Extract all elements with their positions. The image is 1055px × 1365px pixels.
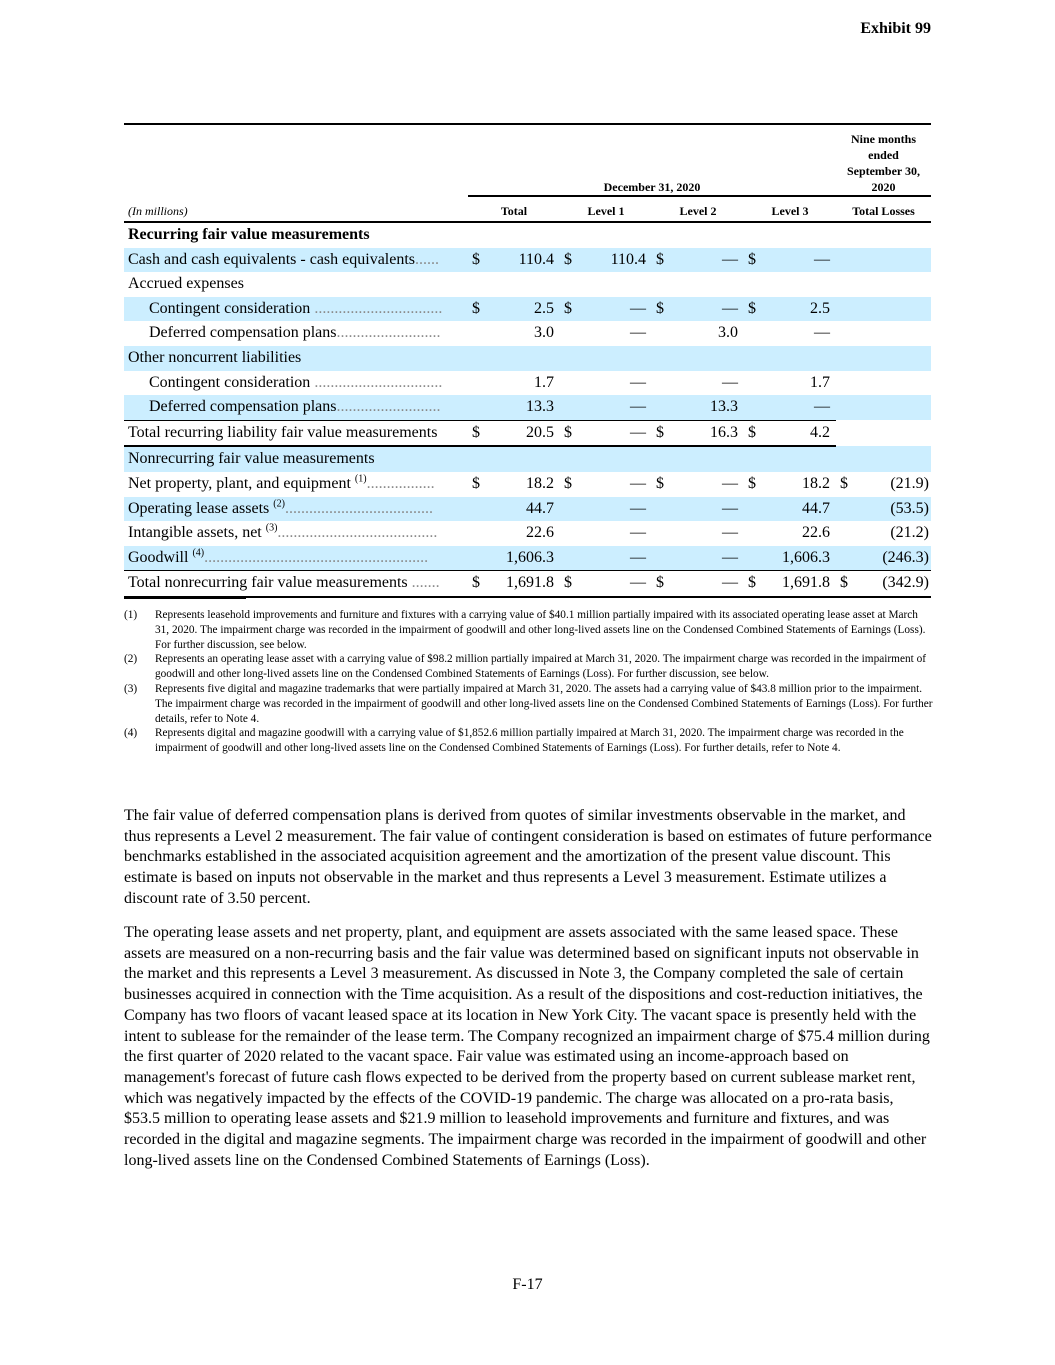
paragraph-operating-lease: The operating lease assets and net property, plant, and equipment are assets associated with the same leased space. These assets are measured on a non-recurring basis and the fair value was determined based on significant inputs not observable in the market and this represents a Level 3 measurement. As discussed in Note 3, the Company completed the sale of certain businesses acquired in connection with the Time acquisition. As a result of the dispositions and cost-reduction initiatives, the Company has two floors of vacant leased space at its location in New York City. The vacant space is presently held with the intent to sublease for the remainder of the lease term. The Company recognized an impairment charge of $75.4 million during the first quarter of 2020 related to the vacant space. Fair value was estimated using an income-approach based on management's forecast of future cash flows expected to be derived from the property based on current sublease market rent, which was negatively impacted by the effects of the COVID-19 pandemic. The charge was allocated on a pro-rata basis, $53.5 million to operating lease assets and $21.9 million to leasehold improvements and furniture and fixtures, and was recorded in the digital and magazine segments. The impairment charge was recorded in the impairment of goodwill and other long-lived assets line on the Condensed Combined Statements of Earnings (Loss). bbox=[124, 924, 930, 1169]
col-total: Total bbox=[468, 196, 560, 222]
section-title: Recurring fair value measurements bbox=[128, 226, 370, 243]
table-row: Nonrecurring fair value measurements bbox=[124, 446, 931, 472]
footnote-3: (3) Represents five digital and magazine trademarks that were partially impaired at March 31, 2020. The assets had a carrying value of $43.8 million prior to the impairment. The impairment charge was recorded in the impairment of goodwill and other long-lived assets line on the Condensed Combined Statements of Earnings (Loss). For further details, refer to Note 4. bbox=[124, 682, 933, 725]
col-level1: Level 1 bbox=[560, 196, 652, 222]
col-level3: Level 3 bbox=[744, 196, 836, 222]
paragraph-deferred-compensation: The fair value of deferred compensation plans is derived from quotes of similar investments observable in the market, and thus represents a Level 2 measurement. The fair value of contingent consideration is based on estimates of future performance benchmarks established in the associated acquisition agreement and the amortization of the present value discount. This estimate is based on inputs not observable in the market and thus represents a Level 3 measurement. Estimate utilizes a discount rate of 3.50 percent. bbox=[124, 807, 932, 907]
group-header-december: December 31, 2020 bbox=[468, 131, 836, 196]
footnote-2: (2) Represents an operating lease asset with a carrying value of $98.2 million partially impaired at March 31, 2020. The impairment charge was recorded in the impairment of goodwill and other long-lived assets line on the Condensed Combined Statements of Earnings (Loss). For further discussion, see below. bbox=[124, 653, 926, 681]
exhibit-label: Exhibit 99 bbox=[860, 20, 931, 37]
footnotes bbox=[124, 598, 934, 756]
section-title-row bbox=[124, 222, 931, 248]
footnote-1: (1) Represents leasehold improvements and furniture and fixtures with a carrying value of $40.1 million partially impaired with its associated operating lease asset at March 31, 2020. The impairment charge was recorded in the impairment of goodwill and other long-lived assets line on the Condensed Combined Statements of Earnings (Loss). For further discussion, see below. bbox=[124, 609, 926, 651]
table-row: Accrued expenses bbox=[128, 275, 244, 293]
table-top-rule bbox=[124, 124, 931, 131]
table-row: Other noncurrent liabilities bbox=[124, 346, 931, 371]
table-group-header bbox=[124, 131, 931, 196]
table-row: Deferred compensation plans.......................... 3.0 — 3.0 — bbox=[149, 324, 830, 342]
col-total-losses: Total Losses bbox=[836, 196, 931, 222]
table-column-header bbox=[124, 196, 931, 222]
table-row: Intangible assets, net $^{(3)}$........................................ 22.6 — — 22.6 (21.2) bbox=[128, 522, 929, 542]
table-row: Cash and cash equivalents - cash equivalents...... $ 110.4 $ 110.4 $ — $ — bbox=[124, 248, 931, 273]
units-label: (In millions) bbox=[124, 196, 468, 222]
fair-value-table bbox=[124, 123, 931, 598]
table-row: Goodwill $^{(4)}$........................................................ 1,606.3 — — 1,606.3 (246.3) bbox=[124, 546, 931, 571]
footnote-rule bbox=[124, 598, 246, 599]
col-level2: Level 2 bbox=[652, 196, 744, 222]
table-row: Contingent consideration ................................ 1.7 — — 1.7 bbox=[149, 373, 830, 391]
table-row-total-recurring: Total recurring liability fair value measurements $ 20.5 $ — $ 16.3 $ 4.2 bbox=[124, 420, 931, 446]
page-number: F-17 bbox=[512, 1276, 543, 1293]
table-row: Contingent consideration ................................ $ 2.5 $ — $ — $ 2.5 bbox=[124, 297, 931, 322]
table-row-total-nonrecurring: Total nonrecurring fair value measurements ....... $ 1,691.8 $ — $ — $ 1,691.8 $ (342.9) bbox=[124, 571, 931, 597]
table-row: Deferred compensation plans.......................... 13.3 — 13.3 — bbox=[124, 395, 931, 420]
group-header-losses: Nine months ended September 30, 2020 bbox=[836, 131, 931, 196]
table-row: Operating lease assets $^{(2)}$..................................... 44.7 — — 44.7 (53.5) bbox=[124, 497, 931, 522]
fair-value-table-container bbox=[124, 123, 931, 598]
footnote-4: (4) Represents digital and magazine goodwill with a carrying value of $1,852.6 million partially impaired at March 31, 2020. The impairment charge was recorded in the impairment of goodwill and other long-lived assets line on the Condensed Combined Statements of Earnings (Loss). For further details, refer to Note 4. bbox=[124, 727, 904, 755]
table-row: Net property, plant, and equipment $^{(1)}$................. $ 18.2 $ — $ — $ 18.2 $ (21.9) bbox=[128, 473, 929, 492]
